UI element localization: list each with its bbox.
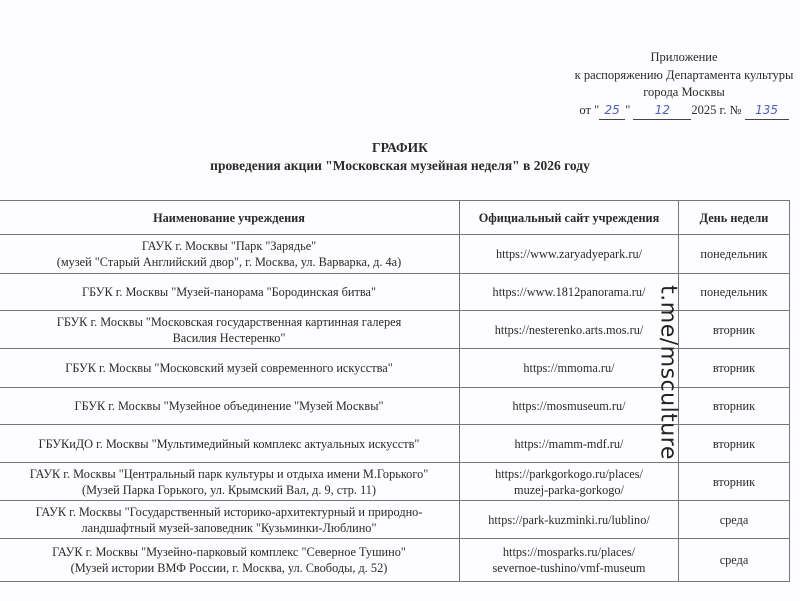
institution-name-cell: [0, 463, 460, 501]
appendix-line: города Москвы: [643, 85, 725, 99]
weekday-cell: вторник: [679, 311, 790, 349]
website-cell: [460, 274, 679, 311]
website-cell-line: https://www.zaryadyepark.ru/: [495, 247, 643, 261]
handwritten-day: 25: [599, 102, 625, 121]
institution-name-cell: [0, 235, 460, 274]
website-cell: [460, 349, 679, 388]
institution-name-cell-line: ГАУК г. Москвы "Музейно-парковый комплекс "Северное Тушино": [52, 545, 406, 559]
header-name: Наименование учреждения: [0, 201, 460, 235]
institution-name-cell-line: (Музей Парка Горького, ул. Крымский Вал, д. 9, стр. 11): [81, 482, 377, 497]
website-cell-line: https://parkgorkogo.ru/places/: [495, 466, 643, 481]
website-cell: [460, 235, 679, 274]
institution-name-cell: [0, 311, 460, 349]
institution-name-cell-line: ландшафтный музей-заповедник "Кузьминки-Люблино": [81, 520, 377, 535]
website-cell-line: https://mosmuseum.ru/: [512, 399, 626, 413]
institution-name-cell-line: (Музей истории ВМФ России, г. Москва, ул. Свободы, д. 52): [70, 561, 388, 575]
website-cell: [460, 463, 679, 501]
institution-name-cell-line: ГБУК г. Москвы "Московская государственная картинная галерея: [56, 314, 402, 329]
website-cell-line: https://park-kuzminki.ru/lublino/: [488, 512, 650, 527]
weekday-cell: среда: [679, 539, 790, 582]
handwritten-month: 12: [633, 102, 691, 121]
weekday-cell: понедельник: [679, 235, 790, 274]
website-cell-line: https://mmoma.ru/: [523, 361, 615, 375]
institution-name-cell: [0, 539, 460, 582]
website-cell: [460, 388, 679, 425]
institution-name-cell-line: Василия Нестеренко": [172, 330, 286, 345]
institution-name-cell: [0, 349, 460, 388]
institution-name-cell: [0, 388, 460, 425]
institution-name-cell-line: ГБУКиДО г. Москвы "Мультимедийный комплекс актуальных искусств": [38, 436, 420, 451]
institution-name-cell-line: ГАУК г. Москвы "Центральный парк культуры и отдыха имени М.Горького": [29, 466, 429, 481]
website-cell-line: muzej-parka-gorkogo/: [514, 482, 624, 497]
website-cell-line: https://www.1812panorama.ru/: [492, 285, 646, 299]
institution-name-cell-line: ГАУК г. Москвы "Государственный историко-архитектурный и природно-: [35, 504, 423, 519]
appendix-line: к распоряжению Департамента культуры: [574, 67, 794, 82]
table-row: [0, 539, 790, 582]
document-subtitle: проведения акции "Московская музейная неделя" в 2026 году: [210, 158, 590, 173]
appendix-block: [560, 49, 800, 120]
institution-name-cell-line: ГБУК г. Москвы "Музей-панорама "Бородинская битва": [82, 285, 376, 299]
institution-name-cell-line: (музей "Старый Английский двор", г. Москва, ул. Варварка, д. 4а): [56, 255, 402, 269]
institution-name-cell: [0, 501, 460, 539]
document-title: ГРАФИК: [372, 140, 428, 155]
institution-name-cell-line: ГБУК г. Москвы "Московский музей современного искусства": [65, 361, 393, 375]
website-cell: [460, 311, 679, 349]
website-cell-line: severnoe-tushino/vmf-museum: [492, 561, 646, 575]
header-day: День недели: [679, 201, 790, 235]
website-cell-line: https://nesterenko.arts.mos.ru/: [494, 322, 644, 337]
website-cell-line: https://mosparks.ru/places/: [502, 545, 636, 559]
institution-name-cell: [0, 425, 460, 463]
handwritten-number: 135: [745, 102, 789, 121]
institution-name-cell-line: ГАУК г. Москвы "Парк "Зарядье": [141, 239, 317, 253]
website-cell: [460, 425, 679, 463]
table-row: [0, 501, 790, 539]
weekday-cell: понедельник: [679, 274, 790, 311]
weekday-cell: вторник: [679, 388, 790, 425]
institution-name-cell-line: ГБУК г. Москвы "Музейное объединение "Музей Москвы": [74, 399, 384, 413]
weekday-cell: среда: [679, 501, 790, 539]
weekday-cell: вторник: [679, 463, 790, 501]
weekday-cell: вторник: [679, 425, 790, 463]
header-site: Официальный сайт учреждения: [460, 201, 679, 235]
website-cell: [460, 501, 679, 539]
weekday-cell: вторник: [679, 349, 790, 388]
website-cell-line: https://mamm-mdf.ru/: [514, 436, 624, 451]
appendix-date-line: от " 25 " 12 2025 г. № 135: [560, 102, 800, 121]
appendix-line: Приложение: [650, 50, 718, 64]
institution-name-cell: [0, 274, 460, 311]
watermark: t.me/msculture: [655, 285, 681, 460]
table-header-row: [0, 201, 790, 235]
website-cell: [460, 539, 679, 582]
date-prefix: от ": [579, 102, 600, 117]
year-text: 2025 г. №: [691, 102, 742, 117]
